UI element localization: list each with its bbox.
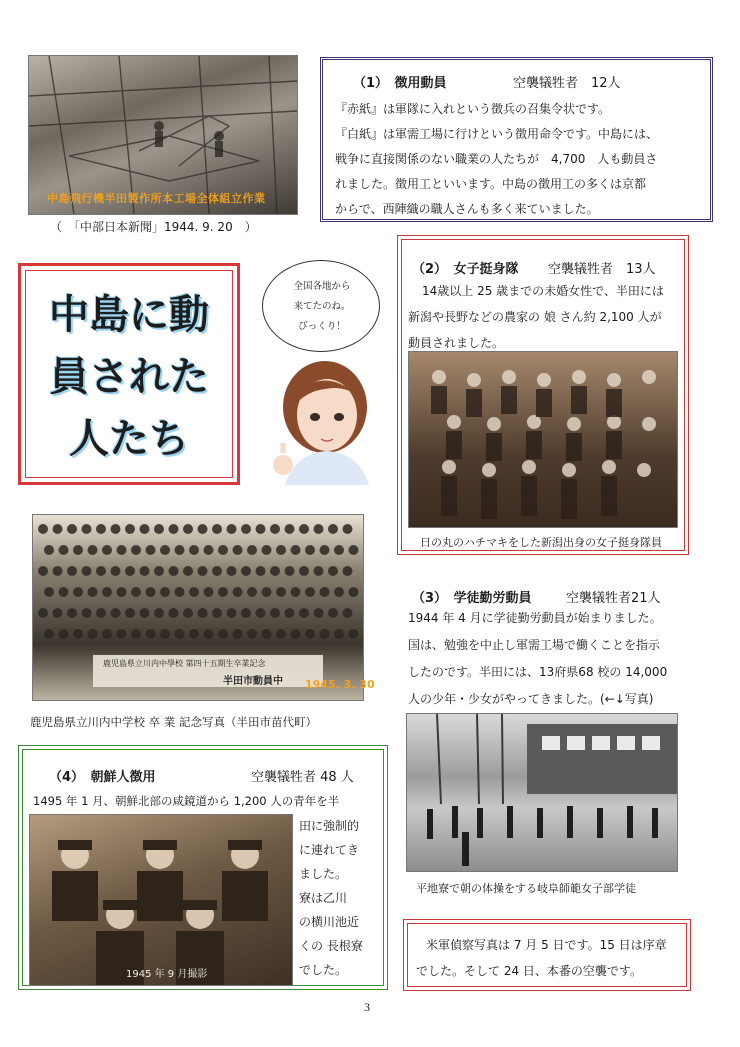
photo-figure bbox=[189, 629, 199, 639]
photo-figure bbox=[140, 608, 150, 618]
photo-figure bbox=[247, 587, 257, 597]
speech-line3: びっくり！ bbox=[298, 321, 346, 332]
photo-figure bbox=[154, 566, 164, 576]
photo-figure bbox=[270, 608, 280, 618]
section4-side-text bbox=[299, 814, 379, 982]
page-title-line2: 員された bbox=[49, 354, 209, 400]
graduation-photo-banner: 鹿児島県立川内中學校 第四十五期生卒業記念 bbox=[103, 659, 266, 668]
photo-figure bbox=[160, 629, 170, 639]
section1-heading: （1） 徴用動員 bbox=[353, 76, 447, 91]
section3-victims: 空襲犠牲者21人 bbox=[566, 591, 661, 606]
graduation-photo-date: 1945. 3. 30 bbox=[305, 678, 375, 691]
photo-figure bbox=[102, 587, 112, 597]
photo-figure bbox=[343, 524, 353, 534]
section2-body bbox=[408, 280, 683, 358]
section2-heading: （2） 女子挺身隊 bbox=[412, 262, 519, 277]
speech-line1: 全国各地から bbox=[293, 281, 351, 292]
section2-line: 14歳以上 25 歳までの未婚女性で、半田には bbox=[422, 284, 664, 298]
photo-figure bbox=[299, 566, 309, 576]
photo-figure bbox=[160, 587, 170, 597]
section3-line: 人の少年・少女がやってきました。(←↓写真) bbox=[408, 692, 654, 706]
note-line2: でした。そして 24 日、本番の空襲です。 bbox=[416, 964, 642, 978]
photo-figure bbox=[285, 608, 295, 618]
photo-figure bbox=[218, 545, 228, 555]
section2-line: 新潟や長野などの農家の 娘 さん約 2,100 人が bbox=[408, 310, 662, 324]
photo-figure bbox=[247, 545, 257, 555]
photo-figure bbox=[53, 566, 63, 576]
section4-side-line: 寮は乙川 bbox=[299, 891, 348, 905]
photo-figure bbox=[349, 587, 359, 597]
photo-figure bbox=[227, 524, 237, 534]
photo-figure bbox=[67, 566, 77, 576]
factory-photo-caption: （ 「中部日本新聞」1944. 9. 20 ） bbox=[50, 220, 257, 234]
photo-figure bbox=[131, 629, 141, 639]
photo-figure bbox=[270, 566, 280, 576]
photo-figure bbox=[175, 587, 185, 597]
womens-corps-photo bbox=[408, 351, 678, 528]
photo-figure bbox=[314, 524, 324, 534]
photo-figure bbox=[328, 524, 338, 534]
photo-figure bbox=[334, 545, 344, 555]
page-title-box bbox=[18, 263, 240, 485]
section1-line: からで、西陣織の職人さんも多く来ていました。 bbox=[335, 202, 599, 216]
photo-figure bbox=[169, 608, 179, 618]
photo-figure bbox=[59, 587, 69, 597]
photo-figure bbox=[256, 566, 266, 576]
photo-figure bbox=[73, 587, 83, 597]
korean-workers-photo-date: 1945 年 9 月撮影 bbox=[126, 969, 208, 980]
photo-figure bbox=[38, 566, 48, 576]
korean-workers-photo bbox=[29, 814, 293, 986]
photo-figure bbox=[44, 545, 54, 555]
photo-figure bbox=[233, 587, 243, 597]
photo-figure bbox=[262, 545, 272, 555]
photo-figure bbox=[146, 587, 156, 597]
section1-line: れました。徴用工といいます。中島の徴用工の多くは京都 bbox=[335, 177, 647, 191]
photo-figure bbox=[328, 566, 338, 576]
photo-figure bbox=[117, 629, 127, 639]
photo-figure bbox=[111, 524, 121, 534]
photo-figure bbox=[88, 545, 98, 555]
section4-victims: 空襲犠牲者 48 人 bbox=[251, 770, 354, 785]
photo-figure bbox=[146, 629, 156, 639]
photo-figure bbox=[285, 566, 295, 576]
photo-figure bbox=[305, 629, 315, 639]
photo-figure bbox=[305, 587, 315, 597]
page-number: 3 bbox=[364, 1000, 370, 1014]
photo-figure bbox=[183, 608, 193, 618]
photo-figure bbox=[204, 587, 214, 597]
photo-figure bbox=[111, 566, 121, 576]
note-line1: 米軍偵察写真は 7 月 5 日です。15 日は序章 bbox=[426, 938, 667, 952]
photo-figure bbox=[38, 524, 48, 534]
photo-figure bbox=[320, 629, 330, 639]
section3-heading: （3） 学徒勤労動員 bbox=[412, 591, 532, 606]
photo-figure bbox=[154, 608, 164, 618]
photo-figure bbox=[241, 566, 251, 576]
photo-figure bbox=[175, 629, 185, 639]
photo-figure bbox=[212, 566, 222, 576]
photo-figure bbox=[160, 545, 170, 555]
factory-photo bbox=[28, 55, 298, 215]
section1-body bbox=[335, 98, 710, 223]
photo-figure bbox=[169, 524, 179, 534]
photo-figure bbox=[291, 587, 301, 597]
photo-figure bbox=[73, 629, 83, 639]
photo-figure bbox=[102, 629, 112, 639]
photo-figure bbox=[305, 545, 315, 555]
photo-figure bbox=[198, 566, 208, 576]
reconnaissance-note bbox=[403, 919, 691, 991]
photo-figure bbox=[53, 608, 63, 618]
section4-line1: 1495 年 1 月、朝鮮北部の咸鏡道から 1,200 人の青年を半 bbox=[33, 794, 340, 808]
photo-figure bbox=[59, 629, 69, 639]
photo-figure bbox=[96, 524, 106, 534]
photo-figure bbox=[285, 524, 295, 534]
section-korean-conscription bbox=[18, 745, 388, 990]
photo-figure bbox=[247, 629, 257, 639]
section3-line: 1944 年 4 月に学徒勤労動員が始まりました。 bbox=[408, 611, 662, 625]
photo-figure bbox=[276, 587, 286, 597]
photo-figure bbox=[73, 545, 83, 555]
photo-figure bbox=[349, 545, 359, 555]
photo-figure bbox=[140, 566, 150, 576]
photo-figure bbox=[291, 545, 301, 555]
section4-side-line: くの 長根寮 bbox=[299, 939, 363, 953]
photo-figure bbox=[343, 608, 353, 618]
photo-figure bbox=[183, 566, 193, 576]
photo-figure bbox=[131, 587, 141, 597]
korean-workers-photo-art bbox=[30, 815, 292, 985]
section3-line: 国は、勉強を中止し軍需工場で働くことを指示 bbox=[408, 638, 661, 652]
photo-figure bbox=[241, 608, 251, 618]
photo-figure bbox=[256, 524, 266, 534]
photo-figure bbox=[154, 524, 164, 534]
section1-victims: 空襲犠牲者 12人 bbox=[513, 76, 621, 91]
photo-figure bbox=[67, 524, 77, 534]
photo-figure bbox=[262, 587, 272, 597]
section1-line: 『白紙』は軍需工場に行けという徴用命令です。中島には、 bbox=[335, 127, 659, 141]
photo-figure bbox=[343, 566, 353, 576]
section4-side-line: に連れてき bbox=[299, 843, 360, 857]
photo-figure bbox=[175, 545, 185, 555]
photo-figure bbox=[96, 608, 106, 618]
section3-body bbox=[408, 607, 708, 715]
photo-figure bbox=[204, 545, 214, 555]
photo-figure bbox=[183, 524, 193, 534]
photo-figure bbox=[117, 587, 127, 597]
photo-figure bbox=[88, 629, 98, 639]
photo-figure bbox=[349, 629, 359, 639]
graduation-photo-art bbox=[33, 515, 363, 700]
photo-figure bbox=[59, 545, 69, 555]
photo-figure bbox=[131, 545, 141, 555]
graduation-photo bbox=[32, 514, 375, 701]
section4-side-line: の横川池近 bbox=[299, 915, 360, 929]
girl-illustration bbox=[255, 345, 395, 485]
section-womens-volunteer-corps bbox=[397, 235, 689, 555]
photo-figure bbox=[276, 629, 286, 639]
page-title-line3: 人たち bbox=[69, 416, 189, 462]
exercise-photo-caption: 平地寮で朝の体操をする岐阜師範女子部学徒 bbox=[416, 882, 636, 895]
page-title bbox=[21, 284, 237, 470]
photo-figure bbox=[204, 629, 214, 639]
speech-bubble bbox=[262, 260, 380, 352]
photo-figure bbox=[82, 524, 92, 534]
photo-figure bbox=[189, 545, 199, 555]
photo-figure bbox=[299, 524, 309, 534]
photo-figure bbox=[256, 608, 266, 618]
section2-victims: 空襲犠牲者 13人 bbox=[548, 262, 656, 277]
photo-figure bbox=[276, 545, 286, 555]
photo-figure bbox=[233, 545, 243, 555]
photo-figure bbox=[270, 524, 280, 534]
section2-line: 動員されました。 bbox=[408, 336, 505, 350]
photo-figure bbox=[88, 587, 98, 597]
photo-figure bbox=[169, 566, 179, 576]
section4-side-line: ました。 bbox=[299, 867, 348, 881]
section4-heading: （4） 朝鮮人徴用 bbox=[49, 770, 156, 785]
photo-figure bbox=[96, 566, 106, 576]
section1-line: 『赤紙』は軍隊に入れという徴兵の召集令状です。 bbox=[335, 102, 611, 116]
photo-figure bbox=[227, 566, 237, 576]
photo-figure bbox=[218, 629, 228, 639]
graduation-photo-caption: 鹿児島県立川内中学校 卒 業 記念写真（半田市苗代町） bbox=[30, 715, 317, 729]
photo-figure bbox=[102, 545, 112, 555]
photo-figure bbox=[125, 566, 135, 576]
photo-figure bbox=[314, 566, 324, 576]
exercise-photo bbox=[406, 713, 678, 872]
photo-figure bbox=[299, 608, 309, 618]
speech-line2: 来てたのね。 bbox=[293, 301, 351, 312]
photo-figure bbox=[198, 524, 208, 534]
section4-side-line: 田に強制的 bbox=[299, 819, 360, 833]
photo-figure bbox=[320, 545, 330, 555]
photo-figure bbox=[111, 608, 121, 618]
photo-figure bbox=[140, 524, 150, 534]
photo-figure bbox=[125, 608, 135, 618]
photo-figure bbox=[233, 629, 243, 639]
exercise-photo-art bbox=[407, 714, 677, 871]
speech-bubble-text bbox=[277, 277, 367, 337]
photo-figure bbox=[314, 608, 324, 618]
photo-figure bbox=[291, 629, 301, 639]
photo-figure bbox=[218, 587, 228, 597]
photo-figure bbox=[212, 524, 222, 534]
photo-figure bbox=[125, 524, 135, 534]
photo-figure bbox=[328, 608, 338, 618]
photo-figure bbox=[212, 608, 222, 618]
photo-figure bbox=[320, 587, 330, 597]
graduation-photo-banner2: 半田市動員中 bbox=[223, 676, 283, 687]
photo-figure bbox=[227, 608, 237, 618]
photo-figure bbox=[146, 545, 156, 555]
photo-figure bbox=[262, 629, 272, 639]
womens-corps-caption: 日の丸のハチマキをした新潟出身の女子挺身隊員 bbox=[420, 536, 662, 549]
page-title-line1: 中島に動 bbox=[49, 292, 209, 338]
section-conscription bbox=[320, 57, 713, 222]
photo-figure bbox=[334, 629, 344, 639]
photo-figure bbox=[198, 608, 208, 618]
section3-line: したのです。半田には、13府県68 校の 14,000 bbox=[408, 665, 668, 679]
womens-corps-photo-art bbox=[409, 352, 677, 527]
photo-figure bbox=[189, 587, 199, 597]
factory-photo-overlay-text: 中島飛行機半田製作所本工場全体組立作業 bbox=[47, 192, 266, 205]
photo-figure bbox=[38, 608, 48, 618]
photo-figure bbox=[82, 608, 92, 618]
photo-figure bbox=[334, 587, 344, 597]
section4-side-line: でした。 bbox=[299, 963, 348, 977]
section1-line: 戦争に直接関係のない職業の人たちが 4,700 人も動員さ bbox=[335, 152, 658, 166]
photo-figure bbox=[44, 629, 54, 639]
photo-figure bbox=[67, 608, 77, 618]
photo-figure bbox=[241, 524, 251, 534]
photo-figure bbox=[117, 545, 127, 555]
photo-figure bbox=[53, 524, 63, 534]
photo-figure bbox=[44, 587, 54, 597]
photo-figure bbox=[82, 566, 92, 576]
